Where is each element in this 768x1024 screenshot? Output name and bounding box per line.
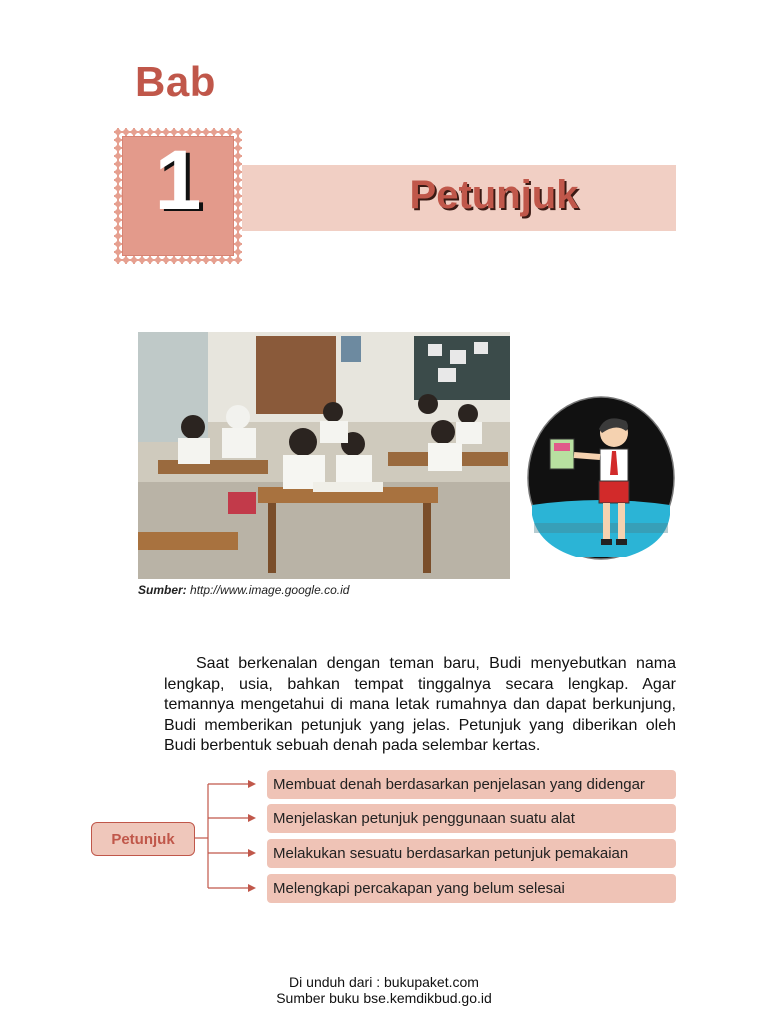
concept-map-root: Petunjuk <box>91 822 195 856</box>
concept-branch-2: Menjelaskan petunjuk penggunaan suatu alat <box>267 804 676 833</box>
chapter-label: Bab <box>135 58 216 105</box>
chapter-title: Petunjuk <box>409 173 579 217</box>
concept-branch-1: Membuat denah berdasarkan penjelasan yang didengar <box>267 770 676 799</box>
caption-url: http://www.image.google.co.id <box>190 583 350 597</box>
concept-branch-3: Melakukan sesuatu berdasarkan petunjuk pemakaian <box>267 839 676 868</box>
chapter-number: 1 <box>154 133 202 227</box>
intro-paragraph: Saat berkenalan dengan teman baru, Budi menyebutkan nama lengkap, usia, bahkan tempat tinggalnya secara lengkap. Agar temannya mengetahui di mana letak rumahnya dan dapat berkunjung, Budi memberikan petunjuk yang jelas. Petunjuk yang diberikan oleh Budi berbentuk sebuah denah pada selembar kertas. <box>164 655 676 754</box>
footer-book-source: Sumber buku bse.kemdikbud.go.id <box>276 990 492 1006</box>
caption-label: Sumber: <box>138 583 187 597</box>
footer-download-source: Di unduh dari : bukupaket.com <box>289 974 479 990</box>
page-footer <box>0 974 768 1006</box>
concept-branch-4: Melengkapi percakapan yang belum selesai <box>267 874 676 903</box>
